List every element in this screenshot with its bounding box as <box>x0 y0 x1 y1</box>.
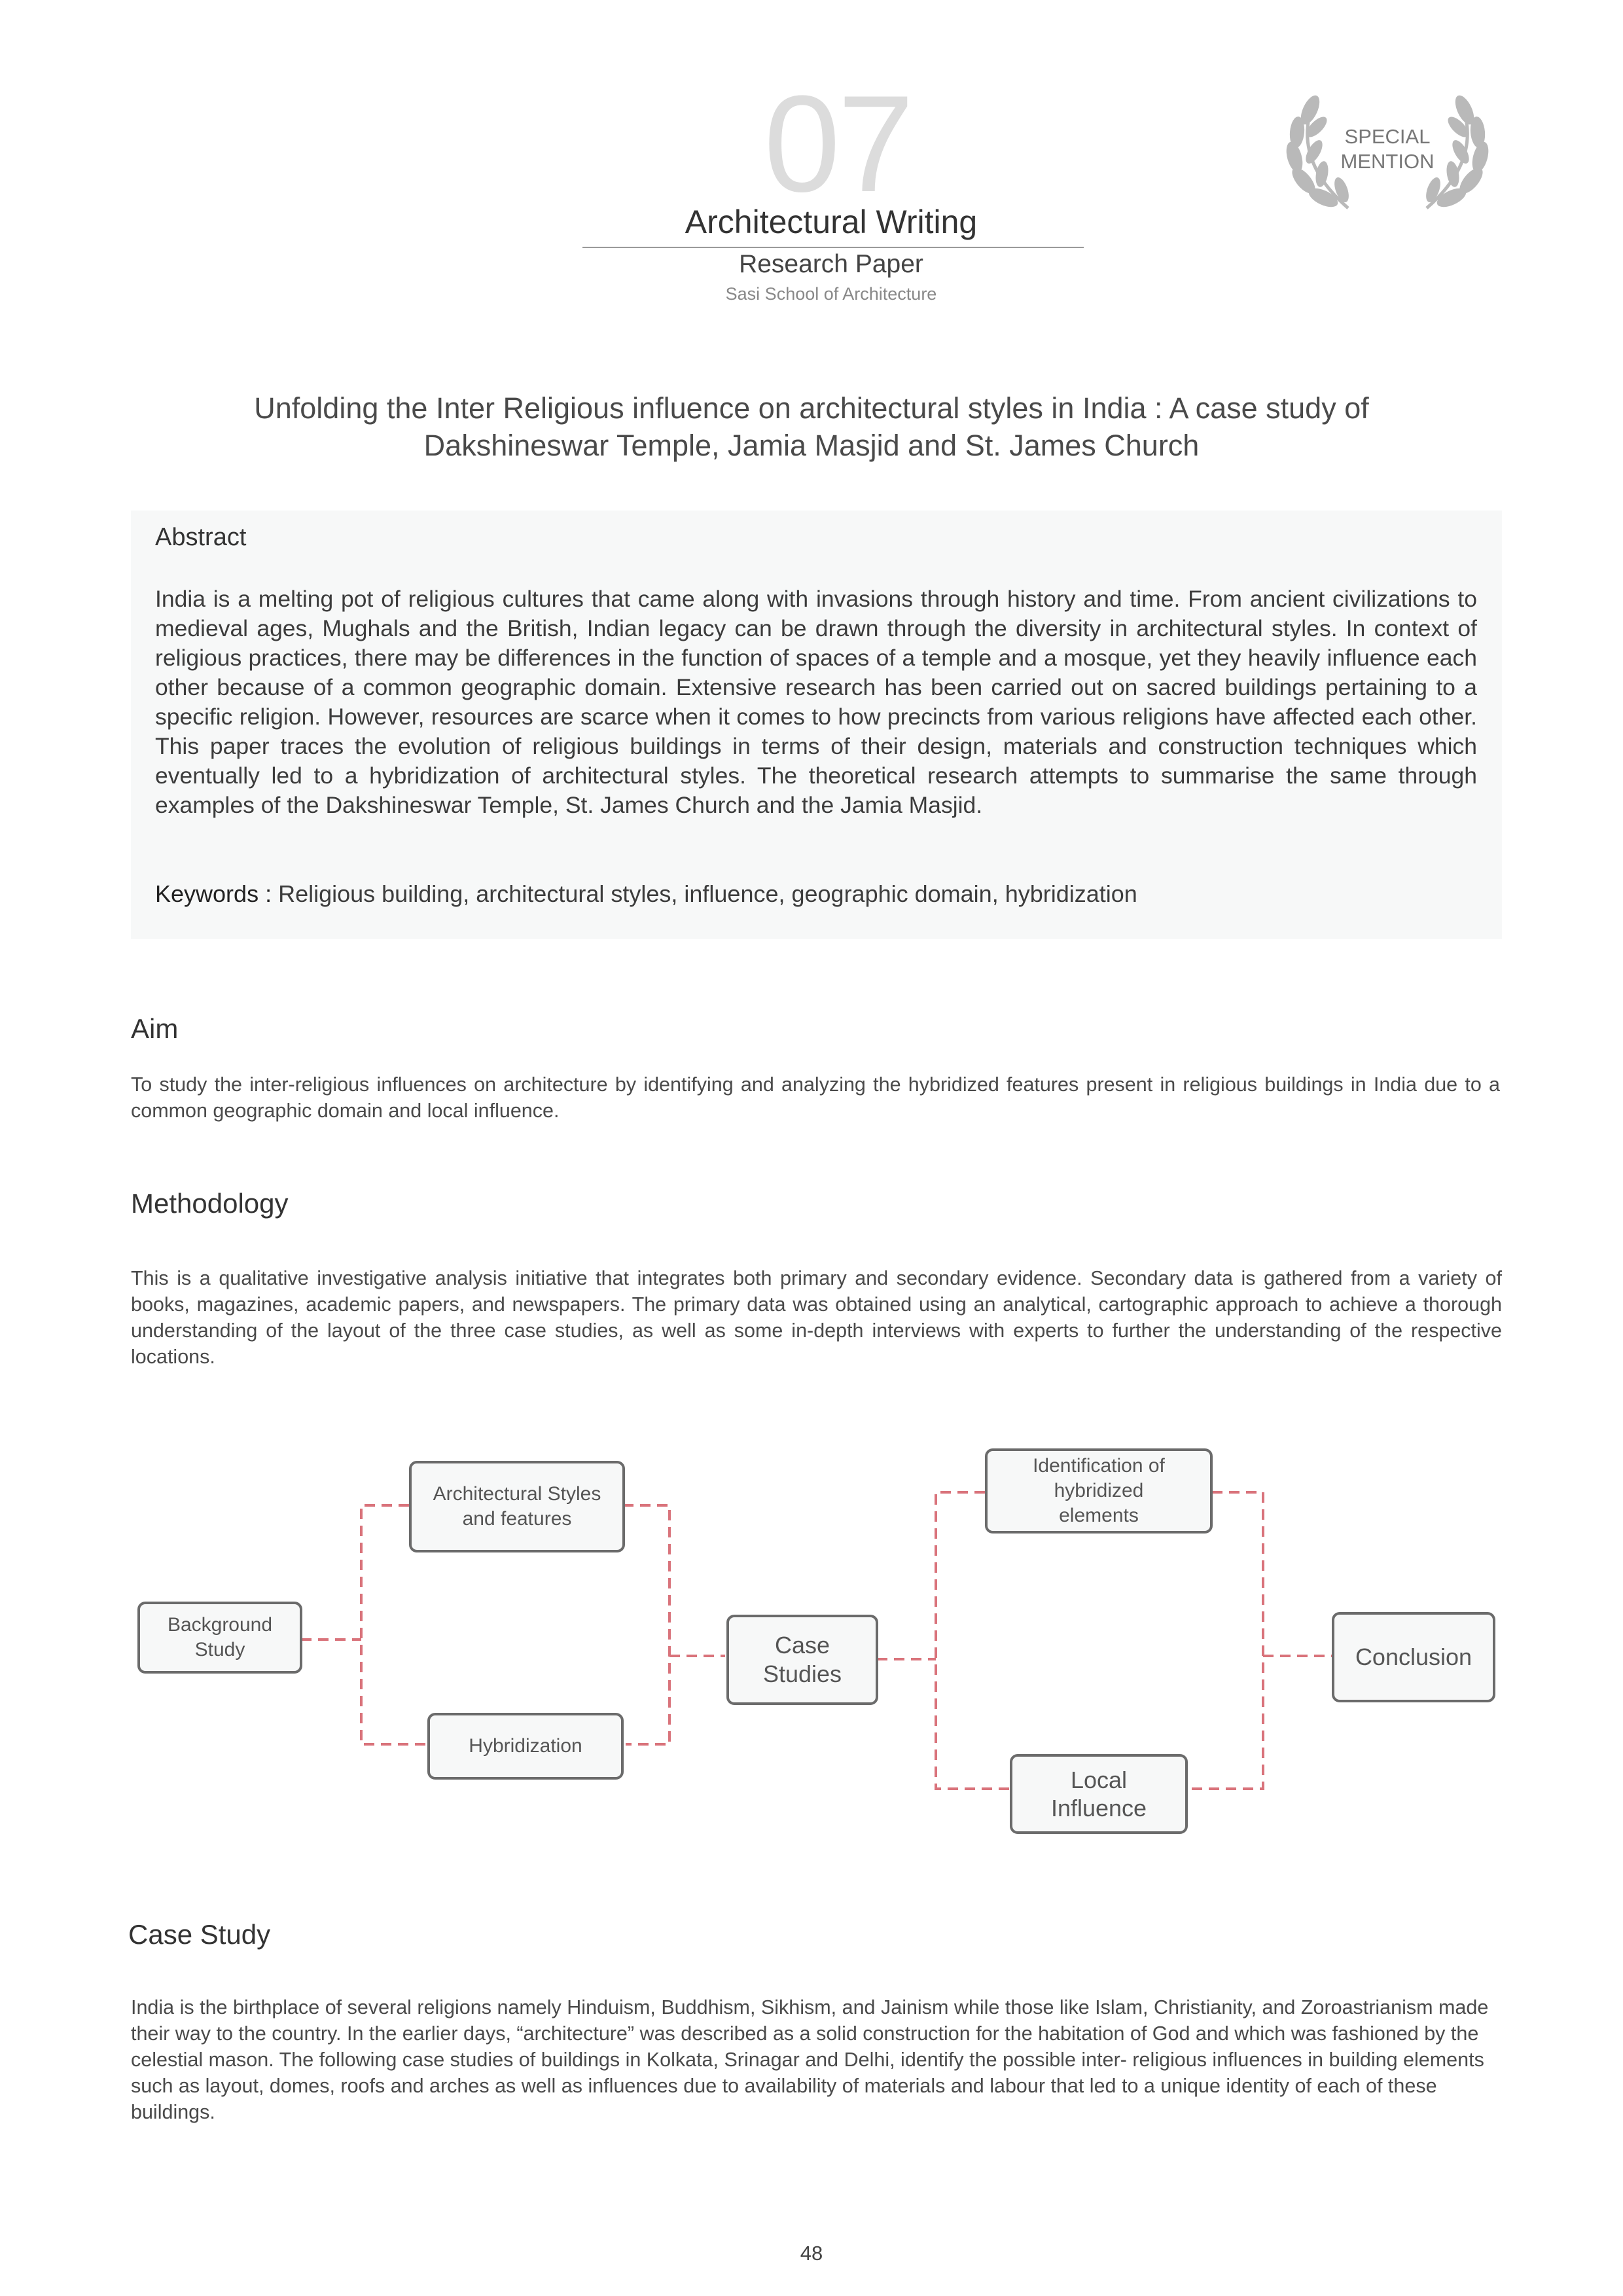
paper-title-line-1: Unfolding the Inter Religious influence on architectural styles in India : A case study of <box>254 391 1369 425</box>
node-identification <box>985 1448 1213 1534</box>
node-label: Hybridization <box>469 1735 582 1757</box>
node-architectural-styles <box>409 1461 625 1552</box>
badge-line-2: MENTION <box>1340 150 1435 173</box>
node-background-study <box>137 1602 302 1674</box>
paper-title <box>164 389 1459 464</box>
node-label: Studies <box>762 1660 842 1687</box>
node-label: hybridized <box>1054 1480 1144 1501</box>
abstract-heading: Abstract <box>155 524 247 551</box>
section-number: 07 <box>764 67 912 221</box>
methodology-heading: Methodology <box>131 1188 289 1219</box>
keywords-list: Religious building, architectural styles, influence, geographic domain, hybridization <box>272 880 1137 907</box>
node-label: Local <box>1070 1767 1128 1793</box>
methodology-flowchart <box>131 1443 1505 1849</box>
case-study-body: India is the birthplace of several religions namely Hinduism, Buddhism, Sikhism, and Jainism while those like Islam, Christianity, and Zoroastrianism made their way to the country. In the earlier days, “architecture” was described as a solid construction for the habitation of God and which was fashioned by the celestial mason. The following case studies of buildings in Kolkata, Srinagar and Delhi, identify the possible inter- religious influences in building elements such as layout, domes, roofs and arches as well as influences due to availability of materials and labour that led to a unique identity of each of these buildings. <box>131 1996 1489 2123</box>
connector-line <box>623 1505 669 1744</box>
node-label: Architectural Styles <box>433 1483 601 1505</box>
category-subtitle: Research Paper <box>739 250 923 278</box>
node-label: elements <box>1059 1505 1139 1526</box>
special-mention-badge <box>1302 124 1472 174</box>
node-hybridization <box>427 1713 624 1780</box>
badge-line-1: SPECIAL <box>1344 125 1431 148</box>
school-name: Sasi School of Architecture <box>725 284 937 304</box>
category-title: Architectural Writing <box>685 204 978 240</box>
page-number: 48 <box>800 2242 823 2265</box>
connector-line <box>1186 1492 1263 1789</box>
node-label: Case <box>774 1632 830 1659</box>
abstract-body: India is a melting pot of religious cultures that came along with invasions through history and time. From ancient civilizations to medieval ages, Mughals and the British, Indian legacy can be drawn through the diversity in architectural styles. In context of religious practices, there may be differences in the function of spaces of a temple and a mosque, yet they heavily influence each other because of a common geographic domain. Extensive research has been carried out on sacred buildings pertaining to a specific religion. However, resources are scarce when it comes to how precincts from various religions have affected each other. This paper traces the evolution of religious buildings in terms of their design, materials and construction techniques which eventually led to a hybridization of architectural styles. The theoretical research attempts to summarise the same through examples of the Dakshineswar Temple, St. James Church and the Jamia Masjid. <box>155 586 1477 818</box>
keywords <box>155 880 1477 908</box>
connector-line <box>936 1492 1010 1789</box>
node-case-studies <box>726 1615 878 1705</box>
case-study-heading: Case Study <box>128 1919 271 1950</box>
node-label: Background <box>167 1614 273 1636</box>
aim-body: To study the inter-religious influences on architecture by identifying and analyzing the hybridized features present in religious buildings in India due to a common geographic domain and local influence. <box>131 1073 1500 1122</box>
aim-heading: Aim <box>131 1013 179 1044</box>
node-local-influence <box>1010 1754 1188 1834</box>
node-label: and features <box>462 1508 572 1530</box>
node-label: Conclusion <box>1355 1643 1472 1670</box>
keywords-label: Keywords : <box>155 880 272 907</box>
node-conclusion <box>1332 1612 1495 1702</box>
node-label: Influence <box>1050 1795 1147 1821</box>
paper-title-line-2: Dakshineswar Temple, Jamia Masjid and St. James Church <box>423 429 1200 462</box>
node-label: Identification of <box>1033 1455 1165 1477</box>
node-label: Study <box>194 1639 245 1660</box>
methodology-body: This is a qualitative investigative analysis initiative that integrates both primary and secondary evidence. Secondary data is gathered from a variety of books, magazines, academic papers, and newspapers. The primary data was obtained using an analytical, cartographic approach to achieve a thorough understanding of the layout of the three case studies, as well as some in-depth interviews with experts to further the understanding of the respective locations. <box>131 1267 1502 1368</box>
title-divider <box>582 247 1084 248</box>
